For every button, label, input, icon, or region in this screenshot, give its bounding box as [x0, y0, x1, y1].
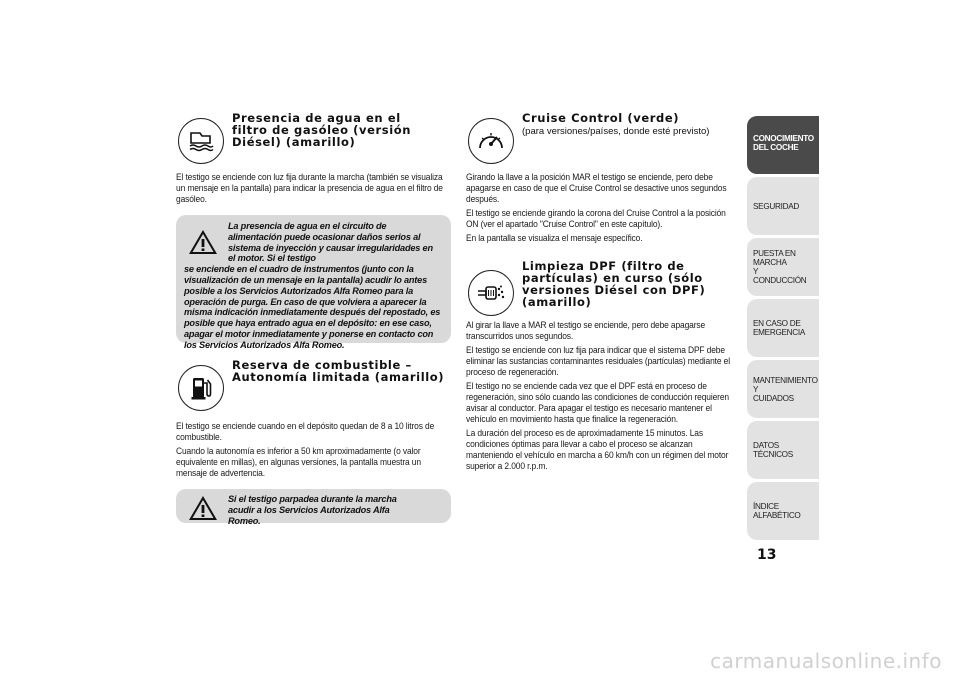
cruise-section-subtitle: (para versiones/países, donde esté previsto) — [522, 126, 710, 137]
fuel-body-1: El testigo se enciende cuando en el depósito quedan de 8 a 10 litros de combustible. — [176, 421, 435, 443]
fuel-warning-text — [184, 494, 441, 526]
footer-watermark: carmanualsonline.info — [710, 649, 942, 673]
tab-seguridad[interactable] — [747, 177, 819, 235]
fuel-section-header — [178, 357, 451, 411]
left-column — [176, 111, 451, 526]
page-number: 13 — [757, 547, 777, 563]
cruise-body-1: Girando la llave a la posición MAR el testigo se enciende, pero debe apagarse en caso de que el Cruise Control se desactive unos segundos después. — [466, 172, 727, 205]
dpf-section-title: Limpieza DPF (filtro de partículas) en curso (sólo versiones Diésel con DPF) (amarillo) — [522, 259, 706, 309]
right-column — [466, 112, 741, 472]
tab-datos-tecnicos[interactable] — [747, 421, 819, 479]
tab-puesta-en-marcha[interactable] — [747, 238, 819, 296]
water-section-header — [178, 112, 451, 164]
tab-label-line1: MANTENIMIENTO Y — [753, 375, 818, 394]
tab-label-line1: DATOS TÉCNICOS — [753, 441, 793, 459]
warning-triangle-icon — [188, 229, 218, 255]
cruise-heading — [522, 112, 709, 137]
dpf-body-4: La duración del proceso es de aproximadamente 15 minutos. Las condiciones óptimas para llevar a cabo el proceso se alcanzan manteniendo el vehículo en marcha a 60 km/h con un régimen del motor superior a 2.000 r.p.m. — [466, 428, 729, 472]
dpf-body-1: Al girar la llave a MAR el testigo se enciende, pero debe apagarse transcurridos unos segundos. — [466, 320, 706, 342]
dpf-body-2: El testigo se enciende con luz fija para indicar que el sistema DPF debe eliminar las sustancias contaminantes residuales (partículas) mediante el proceso de regeneración. — [466, 345, 730, 378]
tab-label-line2: Y CONDUCCIÓN — [753, 267, 807, 285]
tab-en-caso-de-emergencia[interactable] — [747, 299, 819, 357]
tab-label-line1: CONOCIMIENTO — [753, 134, 814, 143]
fuel-warning-box — [176, 489, 451, 526]
water-warning-text — [184, 221, 441, 351]
cruise-body-3: En la pantalla se visualiza el mensaje específico. — [466, 233, 643, 244]
tab-label-line1: PUESTA EN MARCHA — [753, 249, 796, 267]
fuel-warning-line: Si el testigo parpadea durante la marcha acudir a los Servicios Autorizados Alfa Romeo. — [228, 494, 397, 526]
warning-triangle-icon — [188, 495, 218, 521]
water-warning-part-b: se enciende en el cuadro de instrumentos (junto con la visualización de un mensaje en la pantalla) acudir lo antes posible a los Servicios Autorizados Alfa Romeo para la operación de purga. En caso de que volviera a aparecer la misma indicación inmediatamente después del repostado, es posible que haya entrado agua en el depósito: en ese caso, apagar el motor inmediatamente y ponerse en contacto con los Servicios Autorizados Alfa Romeo. — [184, 264, 441, 350]
water-body: El testigo se enciende con luz fija durante la marcha (también se visualiza un mensaje en la pantalla) para indicar la presencia de agua en el filtro de gasóleo. — [176, 172, 443, 205]
water-warning-part-a: La presencia de agua en el circuito de alimentación puede ocasionar daños serios al sistema de inyección y causar irregularidades en el motor. Si el testigo — [228, 221, 433, 264]
dpf-body-3: El testigo no se enciende cada vez que el DPF está en proceso de regeneración, sino sólo cuando las condiciones de conducción requieren avisar al conductor. Para apagar el testigo es necesario mantener el vehículo en movimiento hasta que finalice la regeneración. — [466, 381, 729, 425]
tab-label-line1: EN CASO DE — [753, 319, 801, 328]
water-in-fuel-icon — [178, 118, 224, 164]
tab-indice-alfabetico[interactable] — [747, 482, 819, 540]
cruise-control-icon — [468, 118, 514, 164]
tab-label-line2: DEL COCHE — [753, 143, 799, 152]
tab-conocimiento-del-coche[interactable] — [747, 116, 819, 174]
tab-label-line2: CUIDADOS — [753, 393, 794, 403]
water-section-title: Presencia de agua en el filtro de gasóleo (versión Diésel) (amarillo) — [232, 111, 412, 149]
tab-label-line2: EMERGENCIA — [753, 328, 806, 337]
cruise-section-title: Cruise Control (verde) — [522, 111, 680, 125]
fuel-pump-icon — [178, 365, 224, 411]
water-warning-box — [176, 215, 451, 350]
tab-mantenimiento[interactable] — [747, 360, 819, 418]
tab-label-line1: ÍNDICE ALFABÉTICO — [753, 502, 801, 520]
fuel-section-title: Reserva de combustible – Autonomía limitada (amarillo) — [232, 358, 445, 384]
dpf-section-header — [468, 260, 741, 316]
cruise-section-header — [468, 112, 741, 164]
chapter-tabs — [747, 116, 819, 543]
dpf-icon — [468, 270, 514, 316]
tab-label-line1: SEGURIDAD — [753, 201, 799, 211]
cruise-body-2: El testigo se enciende girando la corona del Cruise Control a la posición ON (ver el apartado "Cruise Control" en este capítulo). — [466, 208, 726, 230]
fuel-body-2: Cuando la autonomía es inferior a 50 km aproximadamente (o valor equivalente en millas), en algunas versiones, la pantalla muestra un mensaje de advertencia. — [176, 446, 421, 479]
